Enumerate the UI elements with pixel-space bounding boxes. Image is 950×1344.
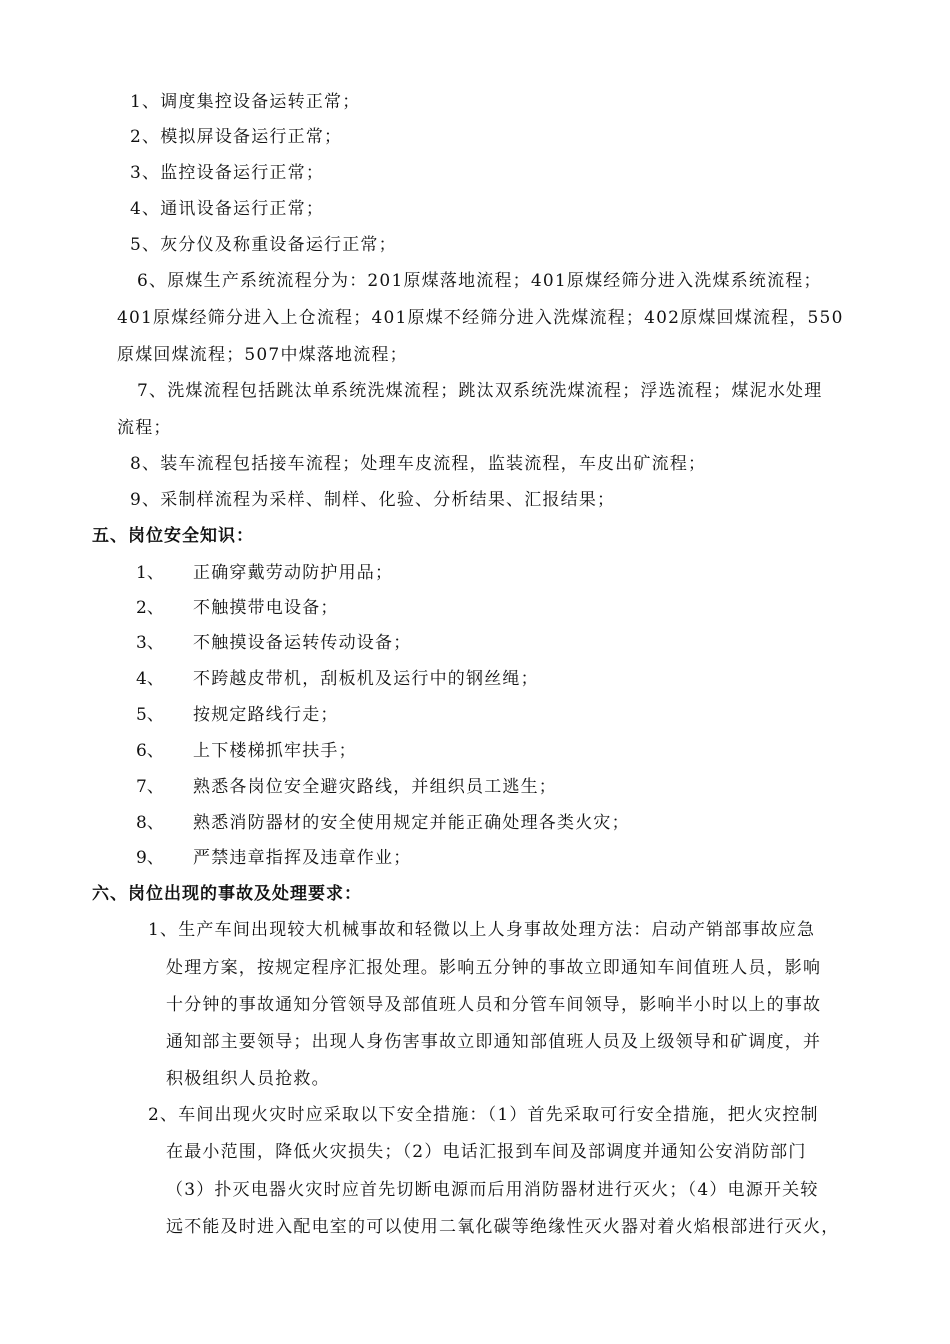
section-6-heading: 六、岗位出现的事故及处理要求： (92, 884, 362, 904)
safety-item-text: 熟悉消防器材的安全使用规定并能正确处理各类火灾； (193, 813, 630, 833)
section-5-heading: 五、岗位安全知识： (92, 526, 254, 546)
safety-item-text: 正确穿戴劳动防护用品； (193, 563, 394, 583)
accident-para1-line1: 1、生产车间出现较大机械事故和轻微以上人身事故处理方法：启动产销部事故应急 (148, 920, 816, 940)
safety-item-text: 严禁违章指挥及违章作业； (193, 848, 412, 868)
safety-item-num: 3、 (136, 633, 164, 653)
safety-item-num: 7、 (136, 777, 164, 797)
accident-para1-line5: 积极组织人员抢救。 (166, 1069, 330, 1089)
flow-item-7-line2: 流程； (117, 418, 172, 438)
flow-item-5: 5、灰分仪及称重设备运行正常； (130, 235, 397, 255)
flow-item-6-line2: 401原煤经筛分进入上仓流程；401原煤不经筛分进入洗煤流程；402原煤回煤流程，550 (117, 308, 844, 328)
accident-para2-line4: 远不能及时进入配电室的可以使用二氧化碳等绝缘性灭火器对着火焰根部进行灭火， (166, 1217, 840, 1237)
accident-para1-line4: 通知部主要领导；出现人身伤害事故立即通知部值班人员及上级领导和矿调度，并 (166, 1032, 822, 1052)
safety-item-num: 5、 (136, 705, 164, 725)
flow-item-1: 1、调度集控设备运转正常； (130, 92, 361, 112)
flow-item-6-line1: 6、原煤生产系统流程分为：201原煤落地流程；401原煤经筛分进入洗煤系统流程； (137, 271, 822, 291)
safety-item-num: 2、 (136, 598, 164, 618)
safety-item-text: 不触摸设备运转传动设备； (193, 633, 412, 653)
flow-item-9: 9、采制样流程为采样、制样、化验、分析结果、汇报结果； (130, 490, 616, 510)
accident-para2-line1: 2、车间出现火灾时应采取以下安全措施：（1）首先采取可行安全措施，把火灾控制 (148, 1105, 819, 1125)
flow-item-3: 3、监控设备运行正常； (130, 163, 325, 183)
safety-item-text: 按规定路线行走； (193, 705, 339, 725)
flow-item-6-line3: 原煤回煤流程；507中煤落地流程； (117, 345, 408, 365)
safety-item-num: 4、 (136, 669, 164, 689)
accident-para2-line2: 在最小范围，降低火灾损失；（2）电话汇报到车间及部调度并通知公安消防部门 (166, 1142, 807, 1162)
accident-para2-line3: （3）扑灭电器火灾时应首先切断电源而后用消防器材进行灭火；（4）电源开关较 (166, 1180, 819, 1200)
safety-item-text: 上下楼梯抓牢扶手； (193, 741, 357, 761)
flow-item-7-line1: 7、洗煤流程包括跳汰单系统洗煤流程；跳汰双系统洗煤流程；浮选流程；煤泥水处理 (137, 381, 823, 401)
safety-item-text: 不触摸带电设备； (193, 598, 339, 618)
flow-item-2: 2、模拟屏设备运行正常； (130, 127, 343, 147)
flow-item-8: 8、装车流程包括接车流程；处理车皮流程，监装流程，车皮出矿流程； (130, 454, 707, 474)
safety-item-num: 9、 (136, 848, 164, 868)
accident-para1-line3: 十分钟的事故通知分管领导及部值班人员和分管车间领导，影响半小时以上的事故 (166, 995, 822, 1015)
safety-item-num: 6、 (136, 741, 164, 761)
accident-para1-line2: 处理方案，按规定程序汇报处理。影响五分钟的事故立即通知车间值班人员，影响 (166, 958, 822, 978)
safety-item-num: 8、 (136, 813, 164, 833)
safety-item-num: 1、 (136, 563, 164, 583)
flow-item-4: 4、通讯设备运行正常； (130, 199, 325, 219)
safety-item-text: 熟悉各岗位安全避灾路线，并组织员工逃生； (193, 777, 557, 797)
safety-item-text: 不跨越皮带机，刮板机及运行中的钢丝绳； (193, 669, 539, 689)
